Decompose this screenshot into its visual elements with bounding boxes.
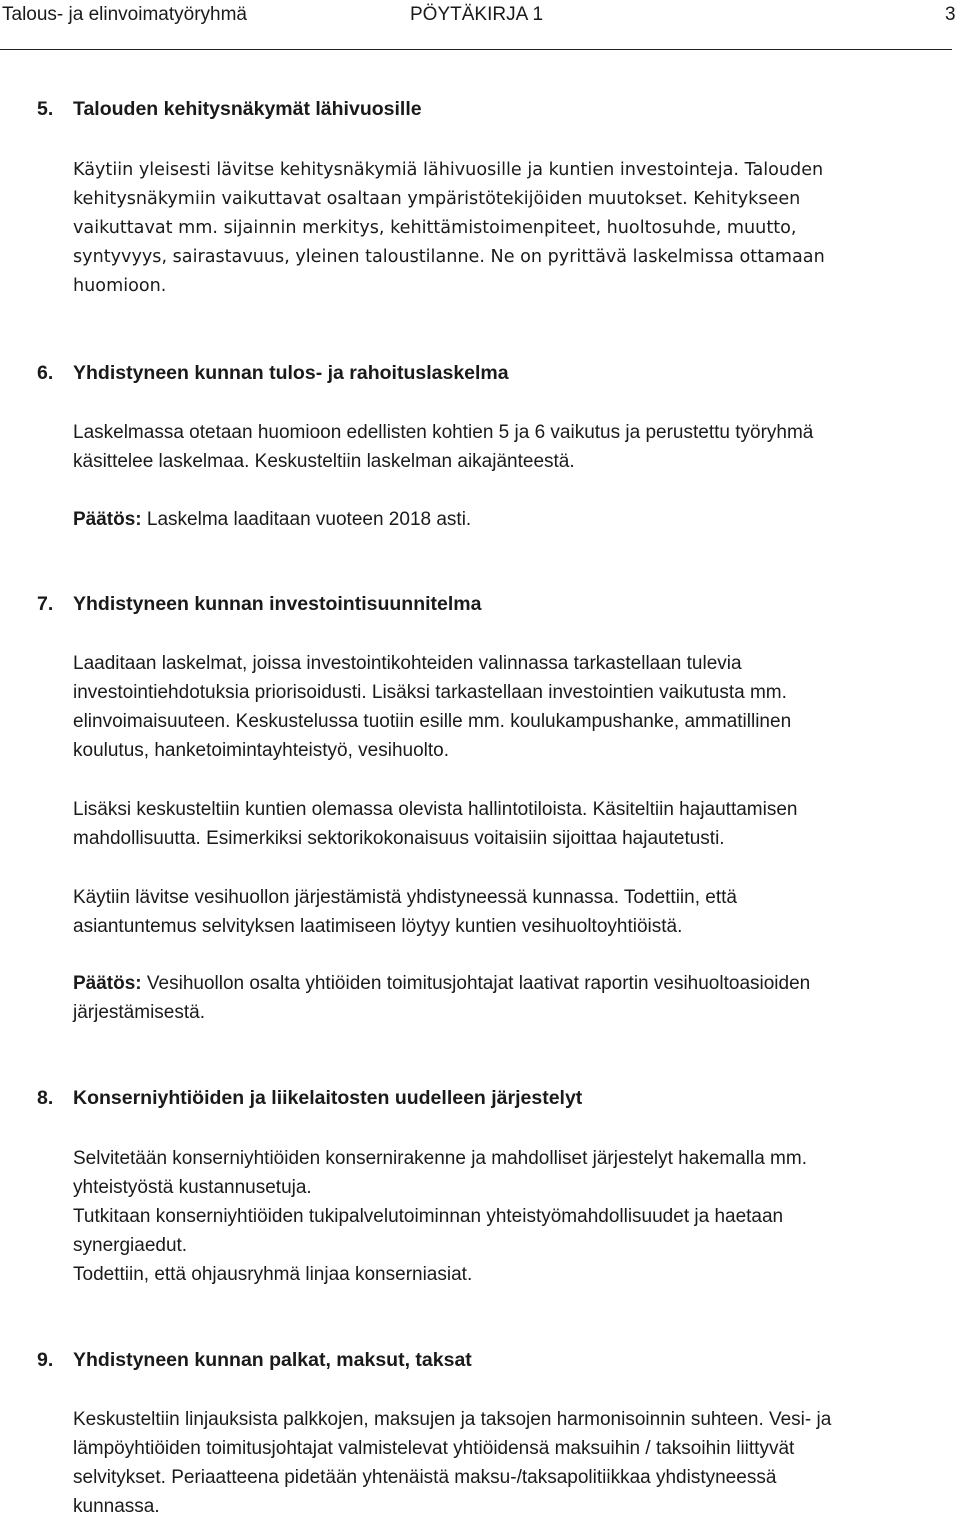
text-line: asiantuntemus selvityksen laatimiseen löytyy kuntien vesihuoltoyhtiöistä. xyxy=(73,916,683,937)
section-6-heading xyxy=(37,362,509,385)
section-number: 6. xyxy=(37,362,54,384)
section-7-decision xyxy=(73,969,943,1027)
text-line: Laskelmassa otetaan huomioon edellisten kohtien 5 ja 6 vaikutus ja perustettu työryhmä xyxy=(73,422,814,443)
decision-text: järjestämisestä. xyxy=(73,1002,205,1023)
section-9-heading xyxy=(37,1349,472,1372)
text-line: Käytiin yleisesti lävitse kehitysnäkymiä lähivuosille ja kuntien investointeja. Talouden xyxy=(73,160,824,180)
section-9-paragraph xyxy=(73,1405,943,1521)
section-7-paragraph-1 xyxy=(73,649,943,765)
section-number: 7. xyxy=(37,593,54,615)
page-header xyxy=(0,4,960,30)
decision-label: Päätös: xyxy=(73,509,142,530)
section-6-decision xyxy=(73,505,943,534)
section-7-paragraph-2 xyxy=(73,795,943,853)
text-line: lämpöyhtiöiden toimitusjohtajat valmistelevat yhtiöidensä maksuihin / taksoihin liittyvät xyxy=(73,1438,795,1459)
section-title: Yhdistyneen kunnan tulos- ja rahoituslaskelma xyxy=(73,362,509,384)
section-title: Konserniyhtiöiden ja liikelaitosten uudelleen järjestelyt xyxy=(73,1087,583,1109)
text-line: elinvoimaisuuteen. Keskustelussa tuotiin esille mm. koulukampushanke, ammatillinen xyxy=(73,711,792,732)
text-line: kunnassa. xyxy=(73,1496,160,1517)
section-7-heading xyxy=(37,593,481,616)
text-line: yhteistyöstä kustannusetuja. xyxy=(73,1177,312,1198)
section-8-paragraph xyxy=(73,1144,943,1289)
section-title: Yhdistyneen kunnan palkat, maksut, taksat xyxy=(73,1349,472,1371)
section-6-paragraph xyxy=(73,418,943,476)
section-5-heading xyxy=(37,98,422,121)
decision-text: Laskelma laaditaan vuoteen 2018 asti. xyxy=(141,509,472,530)
section-title: Talouden kehitysnäkymät lähivuosille xyxy=(73,98,422,120)
section-5-paragraph xyxy=(73,156,943,301)
section-number: 5. xyxy=(37,98,54,120)
section-number: 8. xyxy=(37,1087,54,1109)
header-group-name: Talous- ja elinvoimatyöryhmä xyxy=(2,4,247,25)
text-line: Laaditaan laskelmat, joissa investointikohteiden valinnassa tarkastellaan tulevia xyxy=(73,653,742,674)
section-number: 9. xyxy=(37,1349,54,1371)
text-line: synergiaedut. xyxy=(73,1235,188,1256)
decision-line xyxy=(73,505,943,534)
text-line: Lisäksi keskusteltiin kuntien olemassa olevista hallintotiloista. Käsiteltiin hajauttamisen xyxy=(73,799,798,820)
text-line: vaikuttavat mm. sijainnin merkitys, kehittämistoimenpiteet, huoltosuhde, muutto, xyxy=(73,218,797,238)
text-line: selvitykset. Periaatteena pidetään yhtenäistä maksu-/taksapolitiikkaa yhdistyneessä xyxy=(73,1467,777,1488)
header-rule xyxy=(0,49,952,50)
decision-line xyxy=(73,969,943,998)
decision-text: Vesihuollon osalta yhtiöiden toimitusjohtajat laativat raportin vesihuoltoasioiden xyxy=(141,973,811,994)
text-line: syntyvyys, sairastavuus, yleinen taloustilanne. Ne on pyrittävä laskelmissa ottamaan xyxy=(73,247,825,267)
text-line: Todettiin, että ohjausryhmä linjaa konserniasiat. xyxy=(73,1264,473,1285)
text-line: käsittelee laskelmaa. Keskusteltiin laskelman aikajänteestä. xyxy=(73,451,575,472)
text-line: investointiehdotuksia priorisoidusti. Lisäksi tarkastellaan investointien vaikutusta mm. xyxy=(73,682,787,703)
text-line: mahdollisuutta. Esimerkiksi sektorikokonaisuus voitaisiin sijoittaa hajautetusti. xyxy=(73,828,725,849)
text-line: Keskusteltiin linjauksista palkkojen, maksujen ja taksojen harmonisoinnin suhteen. Vesi- ja xyxy=(73,1409,832,1430)
text-line: koulutus, hanketoimintayhteistyö, vesihuolto. xyxy=(73,740,449,761)
text-line: kehitysnäkymiin vaikuttavat osaltaan ympäristötekijöiden muutokset. Kehitykseen xyxy=(73,189,801,209)
decision-label: Päätös: xyxy=(73,973,142,994)
section-7-paragraph-3 xyxy=(73,883,943,941)
text-line: huomioon. xyxy=(73,276,167,296)
text-line: Selvitetään konserniyhtiöiden konsernirakenne ja mahdolliset järjestelyt hakemalla mm. xyxy=(73,1148,807,1169)
text-line: Käytiin lävitse vesihuollon järjestämistä yhdistyneessä kunnassa. Todettiin, että xyxy=(73,887,737,908)
header-page-number: 3 xyxy=(945,4,956,25)
header-document-type: PÖYTÄKIRJA 1 xyxy=(410,4,544,25)
text-line: Tutkitaan konserniyhtiöiden tukipalvelutoiminnan yhteistyömahdollisuudet ja haetaan xyxy=(73,1206,784,1227)
section-8-heading xyxy=(37,1087,582,1110)
section-title: Yhdistyneen kunnan investointisuunnitelma xyxy=(73,593,482,615)
